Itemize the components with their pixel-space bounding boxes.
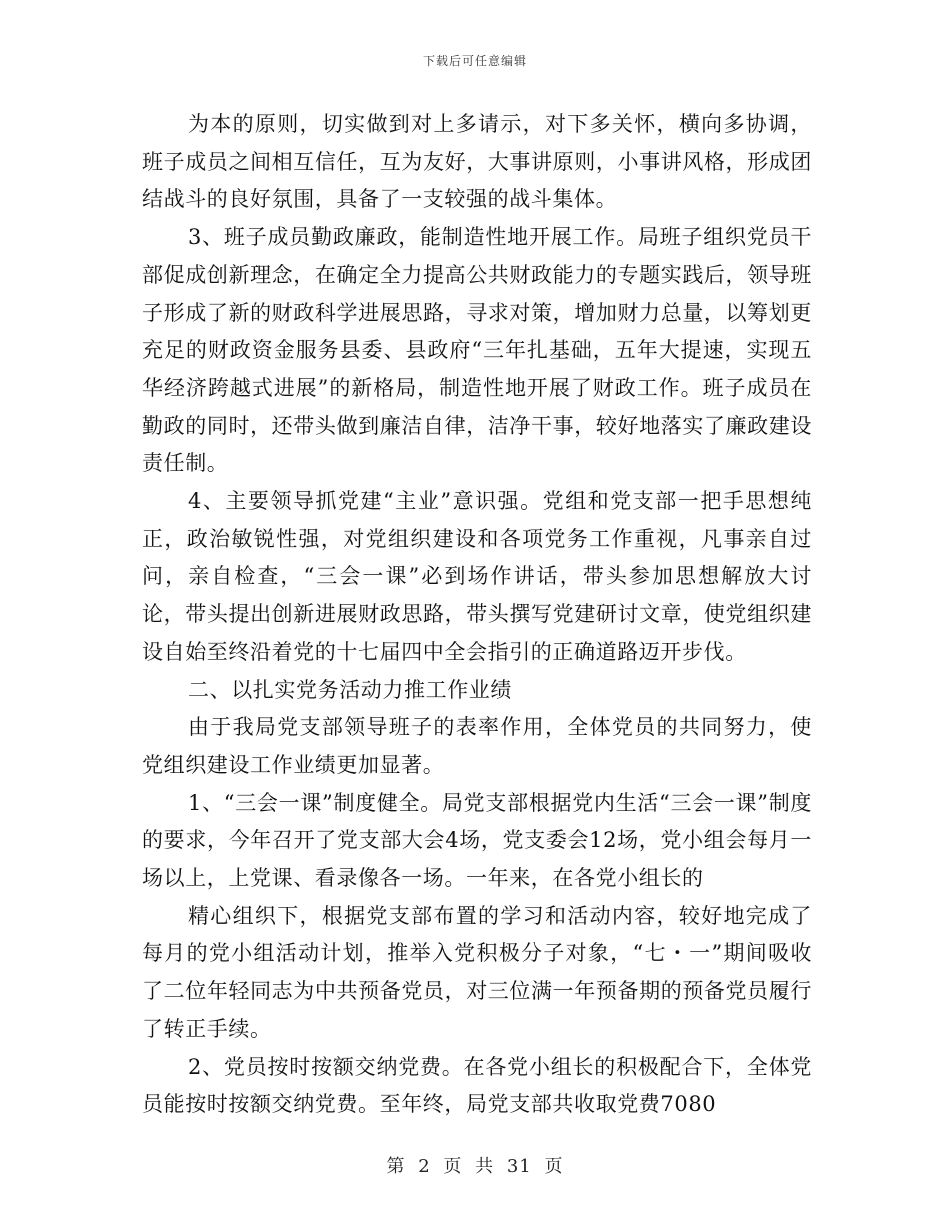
- paragraph: 由于我局党支部领导班子的表率作用，全体党员的共同努力，使党组织建设工作业绩更加显著。: [142, 715, 812, 777]
- paragraph: 精心组织下，根据党支部布置的学习和活动内容，较好地完成了每月的党小组活动计划，推举入党积极分子对象，“七・一”期间吸收了二位年轻同志为中共预备党员，对三位满一年预备期的预备党员履行了转正手续。: [142, 903, 812, 1041]
- page-header: 下载后可任意编辑: [422, 54, 527, 68]
- page-footer: 第 2 页 共 31 页: [386, 1156, 564, 1177]
- paragraph: 1、“三会一课”制度健全。局党支部根据党内生活“三会一课”制度的要求，今年召开了党支部大会4场，党支委会12场，党小组会每月一场以上，上党课、看录像各一场。一年来，在各党小组长的: [142, 790, 812, 891]
- paragraph: 2、党员按时按额交纳党费。在各党小组长的积极配合下，全体党员能按时按额交纳党费。至年终，局党支部共收取党费7080: [142, 1054, 812, 1117]
- document-body: [142, 106, 812, 1124]
- paragraph: 3、班子成员勤政廉政，能制造性地开展工作。局班子组织党员干部促成创新理念，在确定全力提高公共财政能力的专题实践后，领导班子形成了新的财政科学进展思路，寻求对策，增加财力总量，以筹划更充足的财政资金服务县委、县政府“三年扎基础，五年大提速，实现五华经济跨越式进展”的新格局，制造性地开展了财政工作。班子成员在勤政的同时，还带头做到廉洁自律，洁净干事，较好地落实了廉政建设责任制。: [142, 225, 812, 476]
- paragraph: 4、主要领导抓党建“主业”意识强。党组和党支部一把手思想纯正，政治敏锐性强，对党组织建设和各项党务工作重视，凡事亲自过问，亲自检查，“三会一课”必到场作讲话，带头参加思想解放大讨论，带头提出创新进展财政思路，带头撰写党建研讨文章，使党组织建设自始至终沿着党的十七届四中全会指引的正确道路迈开步伐。: [142, 489, 812, 664]
- section-heading: 二、以扎实党务活动力推工作业绩: [188, 677, 512, 702]
- paragraph: 为本的原则，切实做到对上多请示，对下多关怀，横向多协调，班子成员之间相互信任，互为友好，大事讲原则，小事讲风格，形成团结战斗的良好氛围，具备了一支较强的战斗集体。: [142, 112, 812, 212]
